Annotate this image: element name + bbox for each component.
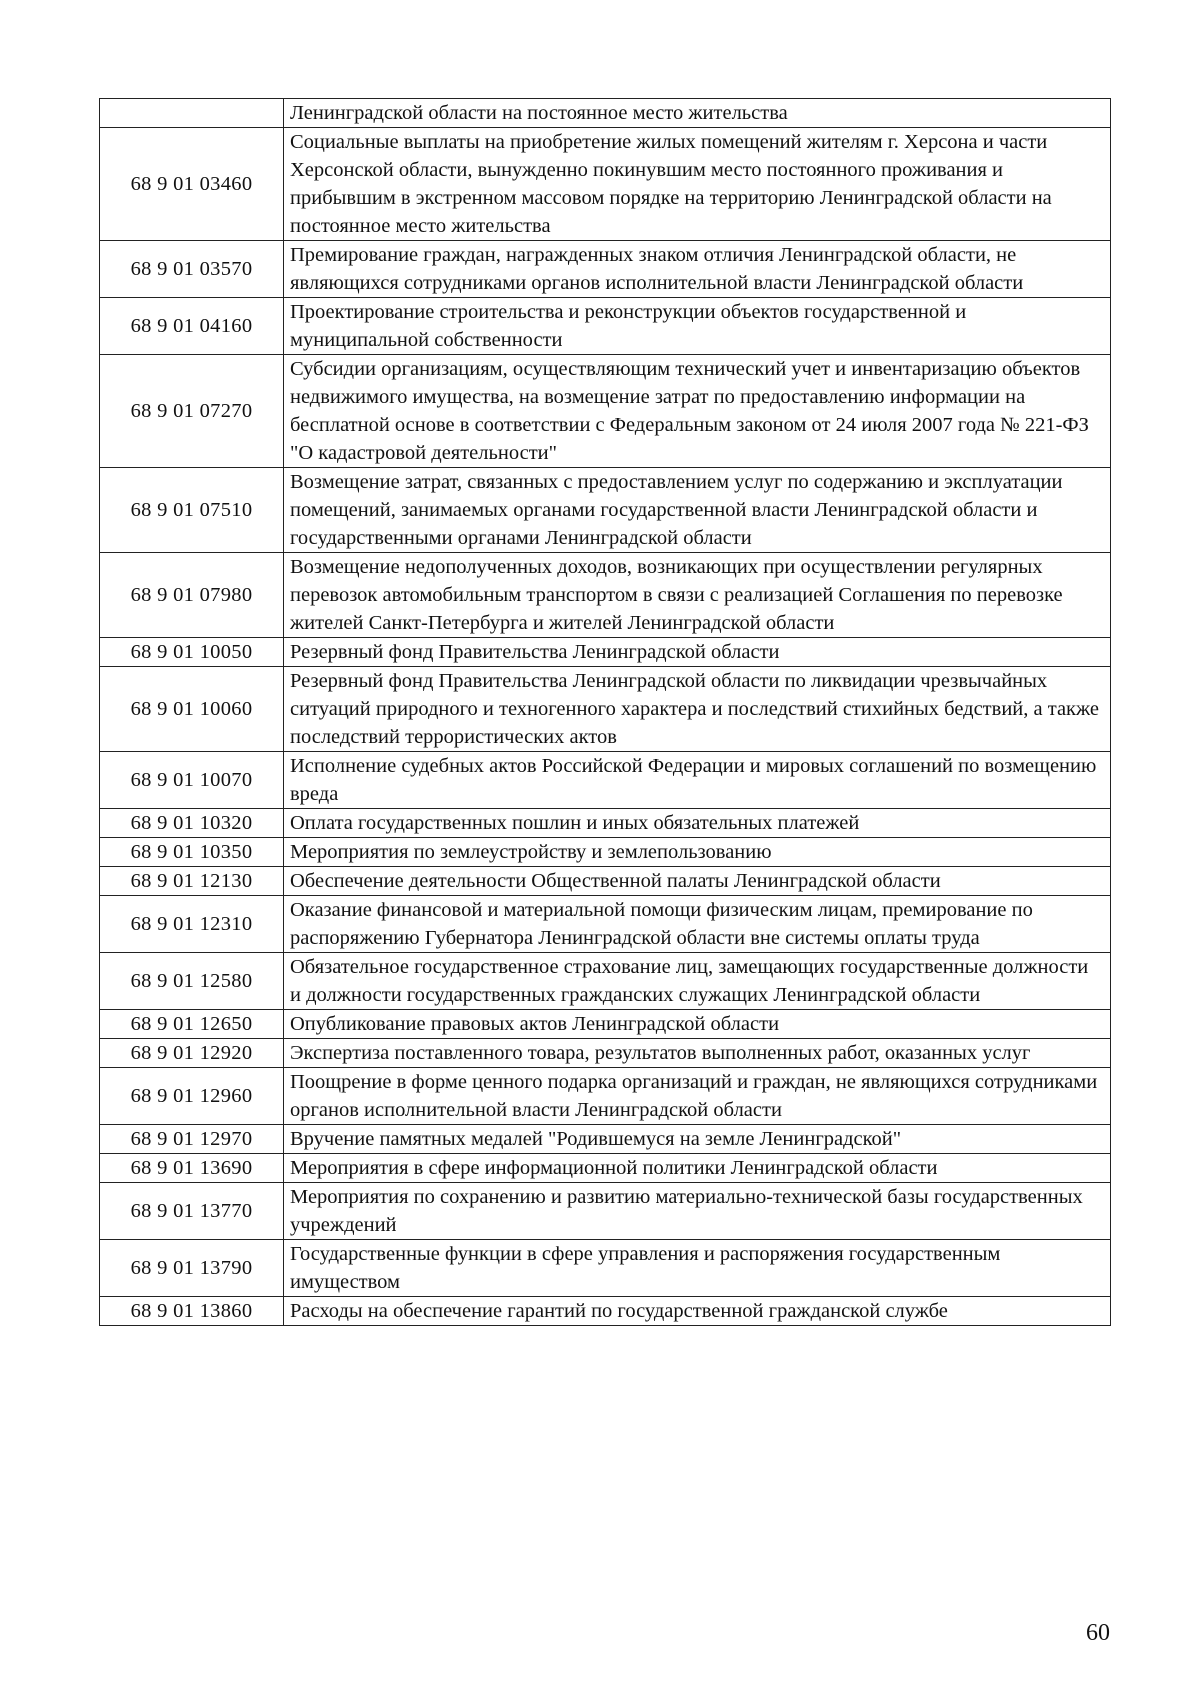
page-number: 60 (1086, 1620, 1110, 1646)
row-code-cell: 68 9 01 04160 (100, 298, 284, 355)
table-row (100, 1125, 1111, 1154)
row-description-cell: Субсидии организациям, осуществляющим технический учет и инвентаризацию объектов недвижимого имущества, на возмещение затрат по предоставлению информации на бесплатной основе в соответствии с Федеральным законом от 24 июля 2007 года № 221-ФЗ "О кадастровой деятельности" (284, 355, 1111, 468)
row-code-cell: 68 9 01 12130 (100, 867, 284, 896)
row-description-cell: Оказание финансовой и материальной помощи физическим лицам, премирование по распоряжению Губернатора Ленинградской области вне системы оплаты труда (284, 896, 1111, 953)
row-code-cell: 68 9 01 12580 (100, 953, 284, 1010)
row-code-cell: 68 9 01 12960 (100, 1068, 284, 1125)
row-code-cell: 68 9 01 03460 (100, 128, 284, 241)
row-code-cell: 68 9 01 12650 (100, 1010, 284, 1039)
row-description-cell: Возмещение недополученных доходов, возникающих при осуществлении регулярных перевозок автомобильным транспортом в связи с реализацией Соглашения по перевозке жителей Санкт-Петербурга и жителей Ленинградской области (284, 553, 1111, 638)
table-row (100, 1039, 1111, 1068)
row-description-cell: Мероприятия в сфере информационной политики Ленинградской области (284, 1154, 1111, 1183)
row-description-cell: Премирование граждан, награжденных знаком отличия Ленинградской области, не являющихся сотрудниками органов исполнительной власти Ленинградской области (284, 241, 1111, 298)
table-row (100, 99, 1111, 128)
row-code-cell: 68 9 01 13790 (100, 1240, 284, 1297)
table-row (100, 896, 1111, 953)
table-row (100, 553, 1111, 638)
row-code-cell: 68 9 01 13770 (100, 1183, 284, 1240)
row-description-cell: Резервный фонд Правительства Ленинградской области по ликвидации чрезвычайных ситуаций природного и техногенного характера и последствий стихийных бедствий, а также последствий террористических актов (284, 667, 1111, 752)
row-description-cell: Вручение памятных медалей "Родившемуся на земле Ленинградской" (284, 1125, 1111, 1154)
row-description-cell: Расходы на обеспечение гарантий по государственной гражданской службе (284, 1297, 1111, 1326)
row-code-cell: 68 9 01 13860 (100, 1297, 284, 1326)
row-description-cell: Государственные функции в сфере управления и распоряжения государственным имуществом (284, 1240, 1111, 1297)
row-description-cell: Социальные выплаты на приобретение жилых помещений жителям г. Херсона и части Херсонской области, вынужденно покинувшим место постоянного проживания и прибывшим в экстренном массовом порядке на территорию Ленинградской области на постоянное место жительства (284, 128, 1111, 241)
table-row (100, 1297, 1111, 1326)
row-code-cell: 68 9 01 07980 (100, 553, 284, 638)
row-description-cell: Обязательное государственное страхование лиц, замещающих государственные должности и должности государственных гражданских служащих Ленинградской области (284, 953, 1111, 1010)
row-code-cell: 68 9 01 07510 (100, 468, 284, 553)
row-code-cell: 68 9 01 07270 (100, 355, 284, 468)
row-description-cell: Поощрение в форме ценного подарка организаций и граждан, не являющихся сотрудниками органов исполнительной власти Ленинградской области (284, 1068, 1111, 1125)
row-description-cell: Экспертиза поставленного товара, результатов выполненных работ, оказанных услуг (284, 1039, 1111, 1068)
row-code-cell: 68 9 01 10050 (100, 638, 284, 667)
table-row (100, 355, 1111, 468)
row-description-cell: Обеспечение деятельности Общественной палаты Ленинградской области (284, 867, 1111, 896)
table-row (100, 241, 1111, 298)
row-description-cell: Мероприятия по землеустройству и землепользованию (284, 838, 1111, 867)
table-row (100, 1068, 1111, 1125)
row-code-cell: 68 9 01 12970 (100, 1125, 284, 1154)
table-row (100, 752, 1111, 809)
row-code-cell (100, 99, 284, 128)
row-description-cell: Ленинградской области на постоянное место жительства (284, 99, 1111, 128)
table-row (100, 838, 1111, 867)
row-description-cell: Резервный фонд Правительства Ленинградской области (284, 638, 1111, 667)
row-code-cell: 68 9 01 13690 (100, 1154, 284, 1183)
table-row (100, 867, 1111, 896)
table-row (100, 638, 1111, 667)
table-row (100, 1010, 1111, 1039)
table-body (100, 99, 1111, 1326)
budget-codes-table (99, 98, 1111, 1326)
row-description-cell: Оплата государственных пошлин и иных обязательных платежей (284, 809, 1111, 838)
row-description-cell: Исполнение судебных актов Российской Федерации и мировых соглашений по возмещению вреда (284, 752, 1111, 809)
table-row (100, 1183, 1111, 1240)
table-row (100, 809, 1111, 838)
table-row (100, 1240, 1111, 1297)
row-description-cell: Возмещение затрат, связанных с предоставлением услуг по содержанию и эксплуатации помещений, занимаемых органами государственной власти Ленинградской области и государственными органами Ленинградской области (284, 468, 1111, 553)
row-code-cell: 68 9 01 10060 (100, 667, 284, 752)
row-code-cell: 68 9 01 12920 (100, 1039, 284, 1068)
table-row (100, 1154, 1111, 1183)
table-row (100, 953, 1111, 1010)
table-row (100, 128, 1111, 241)
row-description-cell: Мероприятия по сохранению и развитию материально-технической базы государственных учреждений (284, 1183, 1111, 1240)
row-code-cell: 68 9 01 03570 (100, 241, 284, 298)
row-code-cell: 68 9 01 10320 (100, 809, 284, 838)
row-description-cell: Проектирование строительства и реконструкции объектов государственной и муниципальной собственности (284, 298, 1111, 355)
row-description-cell: Опубликование правовых актов Ленинградской области (284, 1010, 1111, 1039)
row-code-cell: 68 9 01 12310 (100, 896, 284, 953)
row-code-cell: 68 9 01 10070 (100, 752, 284, 809)
table-row (100, 468, 1111, 553)
table-row (100, 298, 1111, 355)
table-row (100, 667, 1111, 752)
row-code-cell: 68 9 01 10350 (100, 838, 284, 867)
